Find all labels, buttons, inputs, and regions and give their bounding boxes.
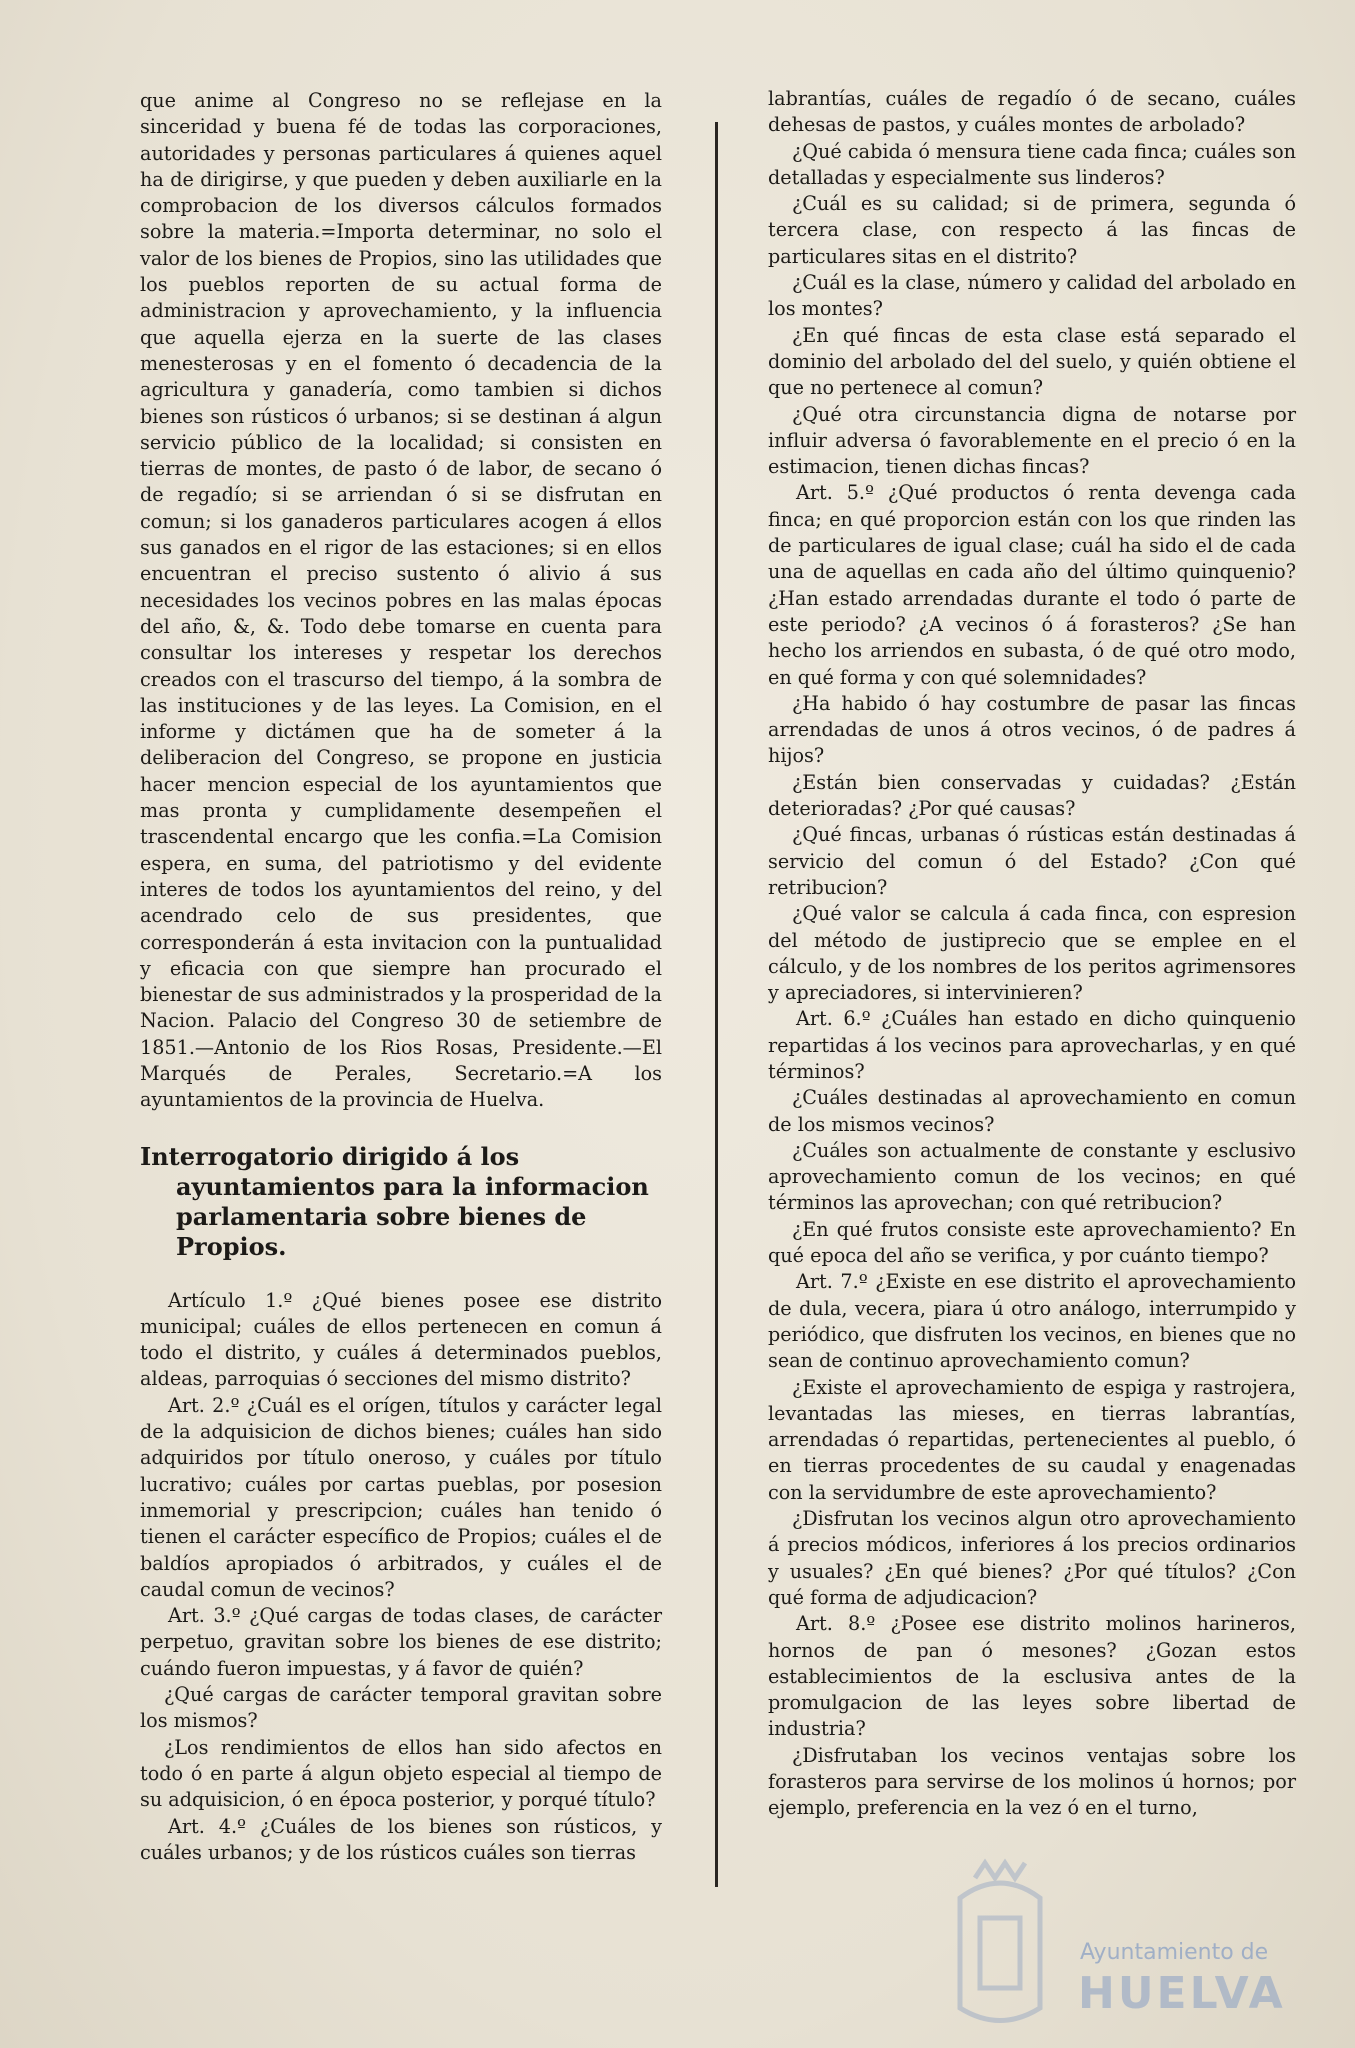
question-paragraph: ¿En qué frutos consiste este aprovechamiento? En qué epoca del año se verifica, y por cuánto tiempo?: [768, 1217, 1296, 1268]
question-paragraph: ¿Qué valor se calcula á cada finca, con espresion del método de justiprecio que se emplee en el cálculo, y de los nombres de los peritos agrimensores y apreciadores, si intervinieren?: [768, 902, 1296, 1005]
article-5: Art. 5.º ¿Qué productos ó renta devenga cada finca; en qué proporcion están con los que rinden las de particulares de igual clase; cuál ha sido el de cada una de aquellas en cada año del último quinquenio? ¿Han estado arrendadas durante el todo ó parte de este periodo? ¿A vecinos ó á forasteros? ¿Se han hecho los arriendos en subasta, ó de qué otro modo, en qué forma y con qué solemnidades?: [768, 481, 1296, 689]
article-7: Art. 7.º ¿Existe en ese distrito el aprovechamiento de dula, vecera, piara ú otro análogo, interrumpido y periódico, que disfruten los vecinos, en bienes que no sean de continuo aprovechamiento comun?: [768, 1270, 1296, 1373]
article-4-cont: labrantías, cuáles de regadío ó de secano, cuáles dehesas de pastos, y cuáles montes de arbolado?: [768, 87, 1296, 137]
question-paragraph: ¿Existe el aprovechamiento de espiga y rastrojera, levantadas las mieses, en tierras labrantías, arrendadas ó repartidas, pertenecientes al pueblo, ó en tierras procedentes de su caudal y enagenadas con la servidumbre de este aprovechamiento?: [768, 1375, 1296, 1504]
article-3-q2: ¿Qué cargas de carácter temporal gravitan sobre los mismos?: [140, 1683, 662, 1733]
interrogatorio-heading: Interrogatorio dirigido á los ayuntamientos para la informacion parlamentaria sobre bienes de Propios.: [140, 1141, 649, 1261]
article-2: Art. 2.º ¿Cuál es el orígen, títulos y carácter legal de la adquisicion de dichos bienes; cuáles han sido adquiridos por título oneroso, y cuáles por título lucrativo; cuáles por cartas pueblas, por posesion inmemorial y prescripcion; cuáles han tenido ó tienen el carácter específico de Propios; cuáles el de baldíos apropiados ó arbitrados, y cuáles el de caudal comun de vecinos?: [140, 1393, 662, 1601]
question-paragraph: ¿Disfrutaban los vecinos ventajas sobre los forasteros para servirse de los molinos ú hornos; por ejemplo, preferencia en la vez ó en el turno,: [768, 1743, 1296, 1820]
article-4: Art. 4.º ¿Cuáles de los bienes son rústicos, y cuáles urbanos; y de los rústicos cuáles son tierras: [140, 1814, 662, 1864]
watermark-line2: HUELVA: [1078, 1968, 1286, 2019]
article-3: Art. 3.º ¿Qué cargas de todas clases, de carácter perpetuo, gravitan sobre los bienes de ese distrito; cuándo fueron impuestas, y á favor de quién?: [140, 1604, 662, 1680]
question-paragraph: ¿Cuáles son actualmente de constante y esclusivo aprovechamiento comun de los vecinos; en qué términos las aprovechan; con qué retribucion?: [768, 1138, 1296, 1215]
intro-paragraph: que anime al Congreso no se reflejase en la sinceridad y buena fé de todas las corporaciones, autoridades y personas particulares á quienes aquel ha de dirigirse, y que pueden y deben auxiliarle en la comprobacion de los diversos cálculos formados sobre la materia.=Importa determinar, no solo el valor de los bienes de Propios, sino las utilidades que los pueblos reporten de su actual forma de administracion y aprovechamiento, y la influencia que aquella ejerza en la suerte de las clases menesterosas y en el fomento ó decadencia de la agricultura y ganadería, como tambien si dichos bienes son rústicos ó urbanos; si se destinan á algun servicio público de la localidad; si consisten en tierras de montes, de pasto ó de labor, de secano ó de regadío; si se arriendan ó si se disfrutan en comun; si los ganaderos particulares acogen á ellos sus ganados en el rigor de las estaciones; si en ellos encuentran el preciso sustento ó alivio á sus necesidades los vecinos pobres en las malas épocas del año, &, &. Todo debe tomarse en cuenta para consultar los intereses y respetar los derechos creados con el trascurso del tiempo, á la sombra de las instituciones y de las leyes. La Comision, en el informe y dictámen que ha de someter á la deliberacion del Congreso, se propone en justicia hacer mencion especial de los ayuntamientos que mas pronta y cumplidamente desempeñen el trascendental encargo que les confia.=La Comision espera, en suma, del patriotismo y del evidente interes de todos los ayuntamientos del reino, y del acendrado celo de sus presidentes, que corresponderán á esta invitacion con la puntualidad y eficacia con que siempre han procurado el bienestar de sus administrados y la prosperidad de la Nacion. Palacio del Congreso 30 de setiembre de 1851.—Antonio de los Rios Rosas, Presidente.—El Marqués de Perales, Secretario.=A los ayuntamientos de la provincia de Huelva.: [140, 89, 662, 1112]
question-paragraph: ¿Qué cabida ó mensura tiene cada finca; cuáles son detalladas y especialmente sus linderos?: [768, 139, 1296, 189]
question-paragraph: ¿Disfrutan los vecinos algun otro aprovechamiento á precios módicos, inferiores á los precios ordinarios y usuales? ¿En qué bienes? ¿Por qué títulos? ¿Con qué forma de adjudicacion?: [768, 1507, 1296, 1609]
article-6: Art. 6.º ¿Cuáles han estado en dicho quinquenio repartidas á los vecinos para aprovecharlas, y en qué términos?: [768, 1007, 1296, 1083]
right-column: [768, 86, 1296, 1822]
column-divider: [715, 122, 718, 1887]
question-paragraph: ¿Qué otra circunstancia digna de notarse por influir adversa ó favorablemente en el precio ó en la estimacion, tienen dichas fincas?: [768, 402, 1296, 479]
question-paragraph: ¿Ha habido ó hay costumbre de pasar las fincas arrendadas de unos á otros vecinos, ó de padres á hijos?: [768, 691, 1296, 768]
left-column: [140, 88, 662, 1866]
question-paragraph: ¿En qué fincas de esta clase está separado el dominio del arbolado del del suelo, y quién obtiene el que no pertenece al comun?: [768, 323, 1296, 400]
article-8: Art. 8.º ¿Posee ese distrito molinos harineros, hornos de pan ó mesones? ¿Gozan estos establecimientos de la esclusiva antes de la promulgacion de las leyes sobre libertad de industria?: [768, 1612, 1296, 1741]
article-1: Artículo 1.º ¿Qué bienes posee ese distrito municipal; cuáles de ellos pertenecen en comun á todo el distrito, y cuáles á determinados pueblos, aldeas, parroquias ó secciones del mismo distrito?: [140, 1288, 662, 1391]
question-paragraph: ¿Están bien conservadas y cuidadas? ¿Están deterioradas? ¿Por qué causas?: [768, 770, 1296, 821]
watermark-line1: Ayuntamiento de: [1080, 1940, 1269, 1965]
question-paragraph: ¿Qué fincas, urbanas ó rústicas están destinadas á servicio del comun ó del Estado? ¿Con qué retribucion?: [768, 823, 1296, 899]
question-paragraph: ¿Cuál es la clase, número y calidad del arbolado en los montes?: [768, 271, 1296, 321]
article-3-q3: ¿Los rendimientos de ellos han sido afectos en todo ó en parte á algun objeto especial al tiempo de su adquisicion, ó en época posterior, y porqué título?: [140, 1735, 662, 1812]
question-paragraph: ¿Cuáles destinadas al aprovechamiento en comun de los mismos vecinos?: [768, 1086, 1296, 1136]
question-paragraph: ¿Cuál es su calidad; si de primera, segunda ó tercera clase, con respecto á las fincas de particulares sitas en el distrito?: [768, 192, 1296, 268]
